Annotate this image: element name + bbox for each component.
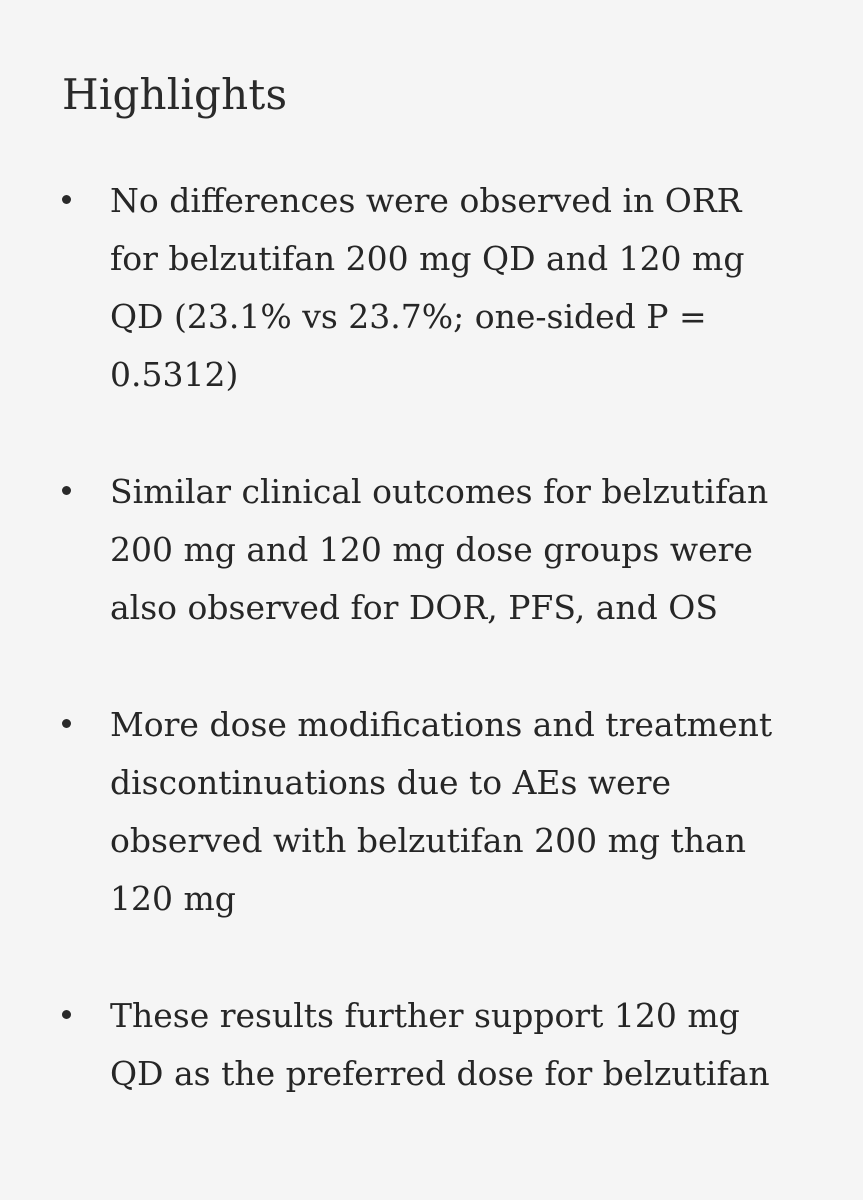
list-item (62, 987, 792, 1103)
highlight-text: These results further support 120 mg QD as the preferred dose for belzutifan (110, 996, 770, 1093)
highlight-text: More dose modifications and treatment discontinuations due to AEs were observed with belzutifan 200 mg than 120 mg (110, 705, 773, 918)
bullet-icon (62, 195, 71, 204)
highlight-text: No differences were observed in ORR for belzutifan 200 mg QD and 120 mg QD (23.1% vs 23.7%; one-sided P = 0.5312) (110, 181, 745, 394)
highlights-list (62, 172, 792, 1103)
bullet-icon (62, 486, 71, 495)
section-title: Highlights (62, 70, 288, 119)
bullet-icon (62, 1010, 71, 1019)
highlight-text: Similar clinical outcomes for belzutifan 200 mg and 120 mg dose groups were also observed for DOR, PFS, and OS (110, 472, 769, 627)
bullet-icon (62, 719, 71, 728)
list-item (62, 172, 792, 404)
list-item (62, 463, 792, 637)
list-item (62, 696, 792, 928)
